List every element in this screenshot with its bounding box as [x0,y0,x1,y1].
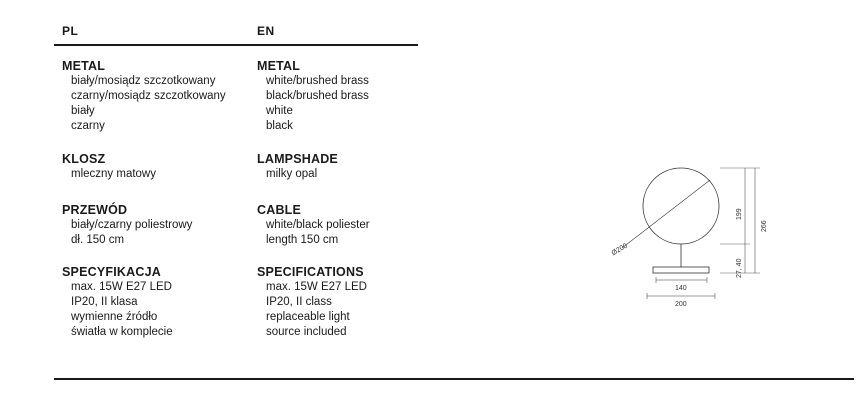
footer-divider [54,378,854,380]
pl-shade-section [62,152,156,182]
section-line: source included [266,326,347,338]
section-title: METAL [62,59,106,73]
base-outer-label: 200 [675,301,687,308]
header-divider [54,44,418,46]
section-line: black [266,120,293,132]
pl-cable-section [62,203,192,248]
en-spec-section [257,265,367,340]
section-line: white/brushed brass [266,75,369,87]
section-line: biały/czarny poliestrowy [71,219,193,231]
section-line: milky opal [266,168,318,180]
total-height-label: 266 [761,220,768,232]
section-line: replaceable light [266,311,350,323]
section-line: czarny/mosiądz szczotkowany [71,90,226,102]
section-line: IP20, II klasa [71,296,138,308]
section-line: mleczny matowy [71,168,156,180]
base-inner-label: 140 [675,285,687,292]
section-line: white [266,105,293,117]
section-line: white/black poliester [266,219,370,231]
en-metal-section [257,59,369,134]
section-line: biały [71,105,95,117]
section-line: biały/mosiądz szczotkowany [71,75,216,87]
pl-spec-section [62,265,173,340]
section-line: length 150 cm [266,234,339,246]
stem-height-label: 27, 40 [736,258,743,278]
section-title: PRZEWÓD [62,203,128,217]
pl-column-header [62,24,232,42]
base [653,267,709,273]
section-title: CABLE [257,203,302,217]
section-line: światła w komplecie [71,326,173,338]
globe-shade [643,168,719,244]
diameter-label: Ø200 [610,242,629,258]
section-line: dł. 150 cm [71,234,125,246]
section-line: czarny [71,120,105,132]
en-shade-section [257,152,338,182]
pl-header: PL [62,24,79,38]
section-line: wymienne źródło [71,311,158,323]
lamp-drawing-svg [600,160,780,320]
section-line: max. 15W E27 LED [266,281,367,293]
section-title: KLOSZ [62,152,106,166]
section-title: METAL [257,59,301,73]
section-line: black/brushed brass [266,90,369,102]
section-line: max. 15W E27 LED [71,281,172,293]
section-line: IP20, II class [266,296,332,308]
section-title: SPECYFIKACJA [62,265,161,279]
en-cable-section [257,203,370,248]
pl-metal-section [62,59,226,134]
en-column-header [257,24,427,42]
section-title: LAMPSHADE [257,152,338,166]
section-title: SPECIFICATIONS [257,265,364,279]
diameter-line [622,180,710,248]
lamp-technical-drawing [600,160,780,320]
en-header: EN [257,24,275,38]
shade-height-label: 199 [736,208,743,220]
